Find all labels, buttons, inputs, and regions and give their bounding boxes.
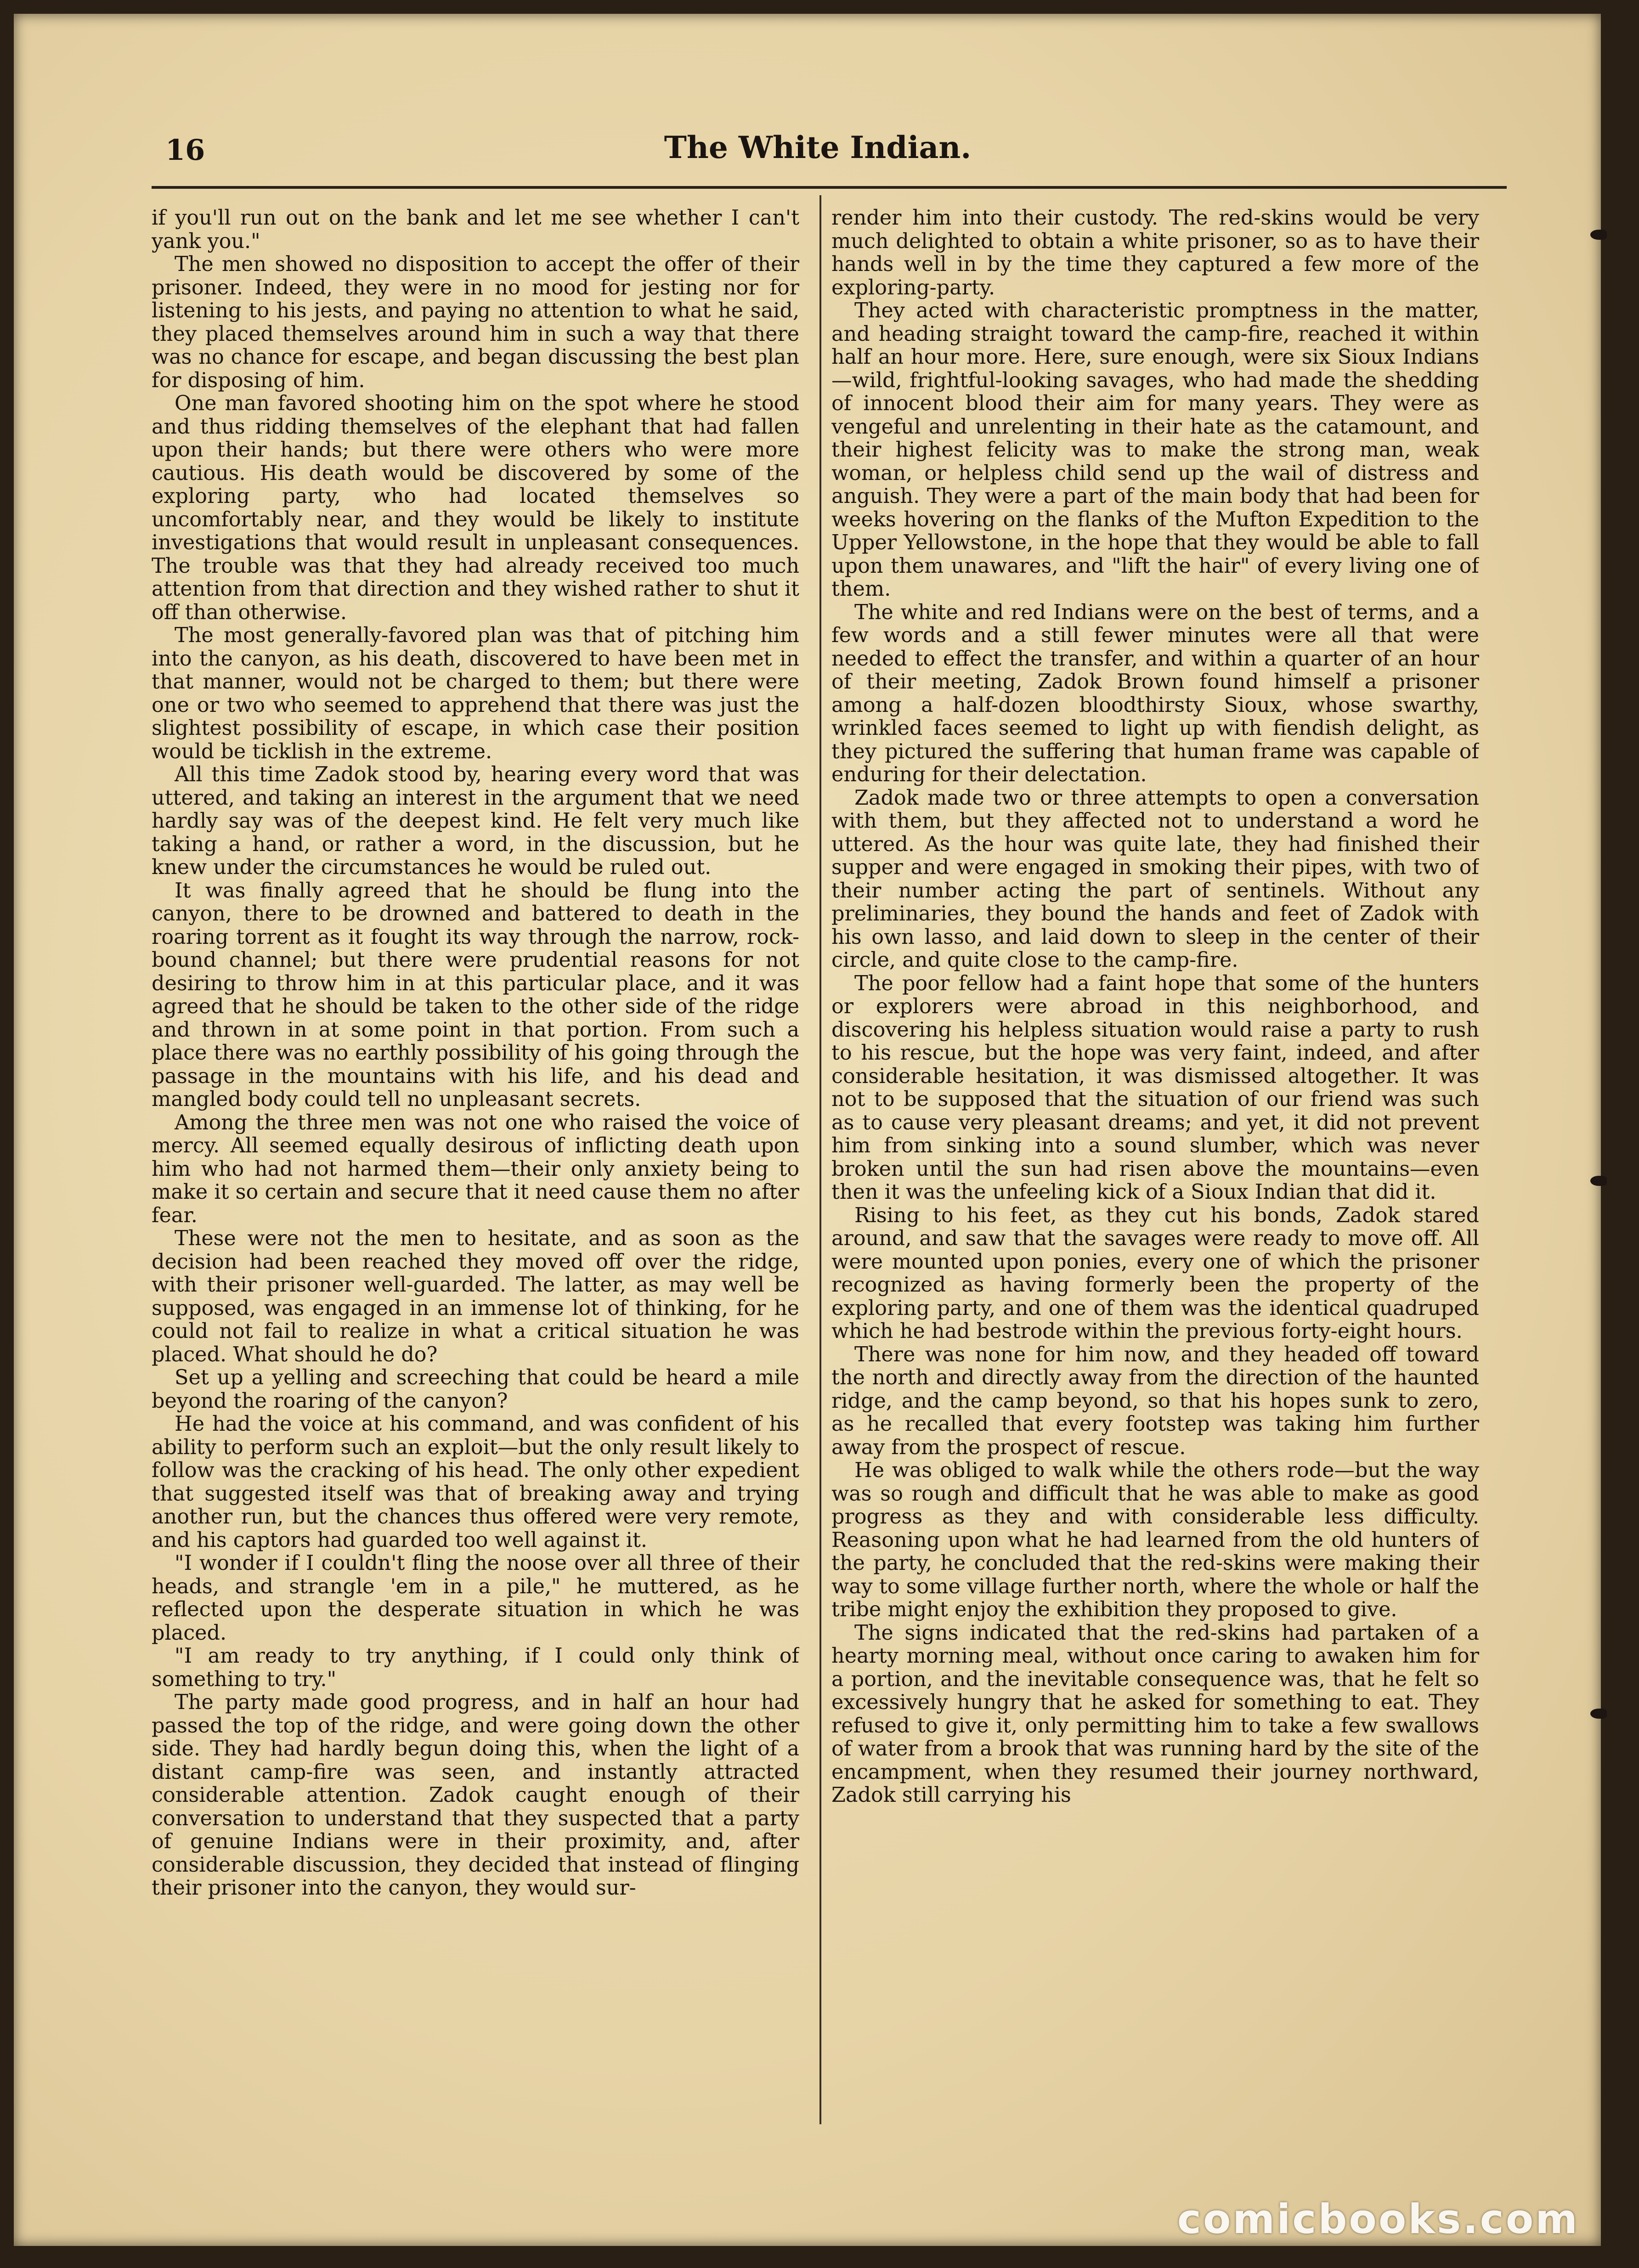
paragraph: There was none for him now, and they headed off toward the north and directly away from the direction of the haunted ridge, and the camp beyond, so that his hopes sunk to zero, as he recalled that every footstep was taking him further away from the prospect of rescue. <box>831 1343 1479 1459</box>
paragraph: It was finally agreed that he should be flung into the canyon, there to be drowned and battered to death in the roaring torrent as it fought its way through the narrow, rock-bound channel; but there were prudential reasons for not desiring to throw him in at this particular place, and it was agreed that he should be taken to the other side of the ridge and thrown in at some point in that portion. From such a place there was no earthly possibility of his going through the passage in the mountains with his life, and his dead and mangled body could tell no unpleasant secrets. <box>152 879 799 1111</box>
paragraph: The party made good progress, and in half an hour had passed the top of the ridge, and were going down the other side. They had hardly begun doing this, when the light of a distant camp-fire was seen, and instantly attracted considerable attention. Zadok caught enough of their conversation to understand that they suspected that a party of genuine Indians were in their proximity, and, after considerable discussion, they decided that instead of flinging their prisoner into the canyon, they would sur- <box>152 1691 799 1900</box>
paragraph: All this time Zadok stood by, hearing every word that was uttered, and taking an interest in the argument that we need hardly say was of the deepest kind. He felt very much like taking a hand, or rather a word, in the discussion, but he knew under the circumstances he would be ruled out. <box>152 763 799 879</box>
magazine-page <box>14 14 1601 2246</box>
paragraph: "I wonder if I couldn't fling the noose over all three of their heads, and strangle 'em in a pile," he muttered, as he reflected upon the desperate situation in which he was placed. <box>152 1551 799 1645</box>
right-text-column <box>831 207 1479 2163</box>
paragraph: They acted with characteristic promptness in the matter, and heading straight toward the camp-fire, reached it within half an hour more. Here, sure enough, were six Sioux Indians—wild, frightful-looking savages, who had made the shedding of innocent blood their aim for many years. They were as vengeful and unrelenting in their hate as the catamount, and their highest felicity was to make the strong man, weak woman, or helpless child send up the wail of distress and anguish. They were a part of the main body that had been for weeks hovering on the flanks of the Mufton Expedition to the Upper Yellowstone, in the hope that they would be able to fall upon them unawares, and "lift the hair" of every living one of them. <box>831 299 1479 601</box>
running-title: The White Indian. <box>664 130 972 165</box>
paragraph: render him into their custody. The red-skins would be very much delighted to obtain a white prisoner, so as to have their hands well in by the time they captured a few more of the exploring-party. <box>831 207 1479 299</box>
column-divider <box>820 195 821 2124</box>
paragraph: The most generally-favored plan was that of pitching him into the canyon, as his death, discovered to have been met in that manner, would not be charged to them; but there were one or two who seemed to apprehend that there was just the slightest possibility of escape, in which case their position would be ticklish in the extreme. <box>152 624 799 763</box>
paragraph: Rising to his feet, as they cut his bonds, Zadok stared around, and saw that the savages were ready to move off. All were mounted upon ponies, every one of which the prisoner recognized as having formerly been the property of the exploring party, and one of them was the identical quadruped which he had bestrode within the previous forty-eight hours. <box>831 1203 1479 1343</box>
paragraph: One man favored shooting him on the spot where he stood and thus ridding themselves of the elephant that had fallen upon their hands; but there were others who were more cautious. His death would be discovered by some of the exploring party, who had located themselves so uncomfortably near, and they would be likely to institute investigations that would result in unpleasant consequences. The trouble was that they had already received too much attention from that direction and they wished rather to shut it off than otherwise. <box>152 392 799 624</box>
binding-tack-icon <box>1590 230 1607 240</box>
paragraph: He was obliged to walk while the others rode—but the way was so rough and difficult that he was able to make as good progress as they and with considerable less difficulty. Reasoning upon what he had learned from the old hunters of the party, he concluded that the red-skins were making their way to some village further north, where the whole or half the tribe might enjoy the exhibition they proposed to give. <box>831 1459 1479 1621</box>
paragraph: "I am ready to try anything, if I could only think of something to try." <box>152 1644 799 1691</box>
paragraph: The men showed no disposition to accept the offer of their prisoner. Indeed, they were in no mood for jesting nor for listening to his jests, and paying no attention to what he said, they placed themselves around him in such a way that there was no chance for escape, and began discussing the best plan for disposing of him. <box>152 253 799 392</box>
binding-tack-icon <box>1590 1709 1607 1719</box>
paragraph: The poor fellow had a faint hope that some of the hunters or explorers were abroad in this neighborhood, and discovering his helpless situation would raise a party to rush to his rescue, but the hope was very faint, indeed, and after considerable hesitation, it was dismissed altogether. It was not to be supposed that the situation of our friend was such as to cause very pleasant dreams; and yet, it did not prevent him from sinking into a sound slumber, which was never broken until the sun had risen above the mountains—even then it was the unfeeling kick of a Sioux Indian that did it. <box>831 971 1479 1204</box>
page-header <box>152 124 1484 175</box>
paragraph: He had the voice at his command, and was confident of his ability to perform such an exploit—but the only result likely to follow was the cracking of his head. The only other expedient that suggested itself was that of breaking away and trying another run, but the chances thus offered were very remote, and his captors had guarded too well against it. <box>152 1412 799 1552</box>
left-text-column <box>152 207 799 2163</box>
paragraph: These were not the men to hesitate, and as soon as the decision had been reached they moved off over the ridge, with their prisoner well-guarded. The latter, as may well be supposed, was engaged in an immense lot of thinking, for he could not fail to realize in what a critical situation he was placed. What should he do? <box>152 1227 799 1366</box>
paragraph: if you'll run out on the bank and let me see whether I can't yank you." <box>152 207 799 253</box>
paragraph: Set up a yelling and screeching that could be heard a mile beyond the roaring of the canyon? <box>152 1366 799 1413</box>
page-number: 16 <box>165 133 205 167</box>
paragraph: Zadok made two or three attempts to open a conversation with them, but they affected not to understand a word he uttered. As the hour was quite late, they had finished their supper and were engaged in smoking their pipes, with two of their number acting the part of sentinels. Without any preliminaries, they bound the hands and feet of Zadok with his own lasso, and laid down to sleep in the center of their circle, and quite close to the camp-fire. <box>831 786 1479 972</box>
watermark: comicbooks.com <box>1177 2195 1579 2243</box>
paragraph: The white and red Indians were on the best of terms, and a few words and a still fewer minutes were all that were needed to effect the transfer, and within a quarter of an hour of their meeting, Zadok Brown found himself a prisoner among a half-dozen bloodthirsty Sioux, whose swarthy, wrinkled faces seemed to light up with fiendish delight, as they pictured the suffering that human frame was capable of enduring for their delectation. <box>831 600 1479 786</box>
paragraph: The signs indicated that the red-skins had partaken of a hearty morning meal, without once caring to awaken him for a portion, and the inevitable consequence was, that he felt so excessively hungry that he asked for something to eat. They refused to give it, only permitting him to take a few swallows of water from a brook that was running hard by the site of the encampment, when they resumed their journey northward, Zadok still carrying his <box>831 1621 1479 1807</box>
header-rule <box>152 186 1507 189</box>
binding-tack-icon <box>1590 1176 1607 1186</box>
paragraph: Among the three men was not one who raised the voice of mercy. All seemed equally desirous of inflicting death upon him who had not harmed them—their only anxiety being to make it so certain and secure that it need cause them no after fear. <box>152 1111 799 1227</box>
